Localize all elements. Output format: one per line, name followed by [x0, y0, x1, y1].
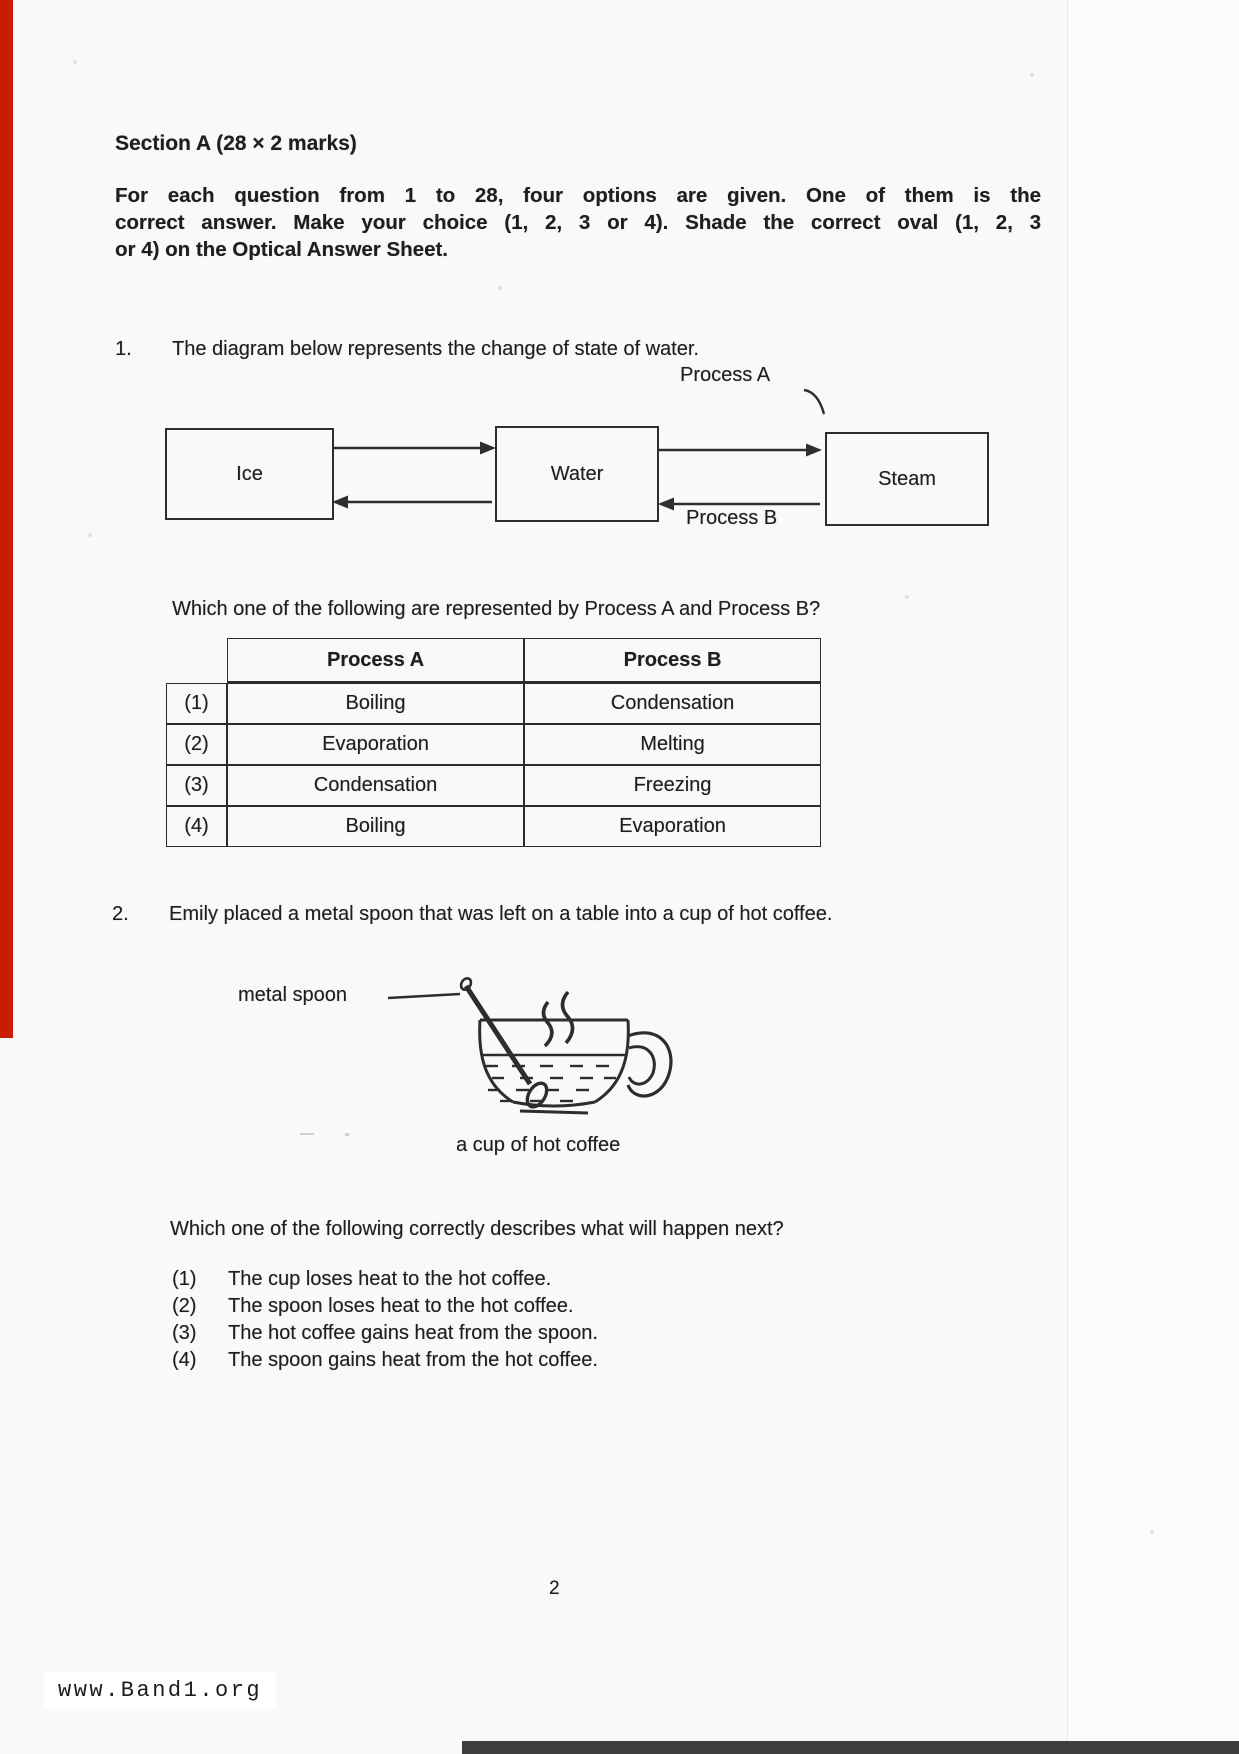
- scan-smudge: [345, 1133, 349, 1136]
- site-watermark: www.Band1.org: [44, 1672, 276, 1709]
- table-row-4-a: Boiling: [227, 806, 524, 847]
- metal-spoon-label: metal spoon: [238, 984, 347, 1006]
- cup-right-side: [595, 1020, 628, 1102]
- diagram-box-ice-label: Ice: [236, 462, 263, 485]
- process-a-label: Process A: [680, 364, 771, 386]
- cup-bottom: [513, 1102, 595, 1106]
- scan-speck: [88, 533, 92, 537]
- instructions-line-2: correct answer. Make your choice (1, 2, 3 or 4). Shade the correct oval (1, 2, 3: [115, 211, 1041, 234]
- cup-handle-outer: [628, 1033, 671, 1096]
- table-corner-cell: [166, 638, 227, 683]
- question-1: [115, 338, 699, 361]
- option-2-text: The spoon loses heat to the hot coffee.: [228, 1295, 574, 1317]
- table-row-1-a: Boiling: [227, 683, 524, 724]
- question-2-text: Emily placed a metal spoon that was left on a table into a cup of hot coffee.: [169, 903, 833, 925]
- steam-icon: [563, 992, 573, 1043]
- scan-speck: [905, 595, 909, 599]
- scan-smudge: [300, 1133, 314, 1135]
- question-1-subquestion: Which one of the following are represented by Process A and Process B?: [172, 598, 821, 620]
- option-1-number: (1): [172, 1268, 197, 1290]
- diagram-box-water-label: Water: [550, 462, 604, 485]
- diagram-box-steam: [825, 432, 989, 526]
- table-row-4-b: Evaporation: [524, 806, 821, 847]
- option-4: [172, 1349, 598, 1372]
- scan-red-strip: [0, 0, 13, 1038]
- page-number: 2: [549, 1578, 560, 1599]
- question-2-subquestion: Which one of the following correctly describes what will happen next?: [170, 1218, 784, 1240]
- table-row-4-num: (4): [166, 806, 227, 847]
- table-row-1-b: Condensation: [524, 683, 821, 724]
- cup-caption: a cup of hot coffee: [456, 1134, 621, 1156]
- diagram-box-ice: [165, 428, 334, 520]
- process-a-pointer-curve: [804, 390, 824, 414]
- scan-speck: [1150, 1530, 1154, 1534]
- arrowhead-ice-to-water: [480, 442, 496, 455]
- spoon-handle: [466, 986, 530, 1084]
- scan-speck: [1030, 73, 1034, 77]
- steam-icon: [544, 1002, 552, 1046]
- table-row-3-num: (3): [166, 765, 227, 806]
- table-row-2-a: Evaporation: [227, 724, 524, 765]
- option-3-text: The hot coffee gains heat from the spoon.: [228, 1322, 598, 1344]
- option-1-text: The cup loses heat to the hot coffee.: [228, 1268, 552, 1290]
- option-2: [172, 1295, 573, 1318]
- question-2: [112, 903, 832, 926]
- table-row-3-a: Condensation: [227, 765, 524, 806]
- instructions-line-3: or 4) on the Optical Answer Sheet.: [115, 238, 448, 261]
- scan-right-edge: [1067, 0, 1239, 1754]
- cup-base: [520, 1111, 588, 1113]
- cup-handle-inner: [629, 1047, 654, 1084]
- option-2-number: (2): [172, 1295, 197, 1317]
- option-3: [172, 1322, 598, 1345]
- diagram-box-steam-label: Steam: [878, 467, 936, 490]
- table-header-process-a: Process A: [227, 638, 524, 683]
- arrowhead-water-to-steam: [806, 444, 822, 457]
- instructions-line-1: For each question from 1 to 28, four options are given. One of them is the: [115, 184, 1041, 207]
- leader-line: [388, 994, 460, 998]
- table-row-2-b: Melting: [524, 724, 821, 765]
- process-b-label: Process B: [686, 507, 778, 529]
- table-row-3-b: Freezing: [524, 765, 821, 806]
- table-row-1-num: (1): [166, 683, 227, 724]
- scan-speck: [498, 286, 502, 290]
- option-3-number: (3): [172, 1322, 197, 1344]
- option-4-text: The spoon gains heat from the hot coffee.: [228, 1349, 598, 1371]
- arrowhead-water-to-ice: [332, 496, 348, 509]
- instructions: [115, 182, 1041, 263]
- question-2-number: 2.: [112, 903, 129, 925]
- option-1: [172, 1268, 551, 1291]
- question-1-text: The diagram below represents the change of state of water.: [172, 338, 699, 360]
- scan-bottom-bar: [462, 1741, 1239, 1754]
- table-header-process-b: Process B: [524, 638, 821, 683]
- process-options-table: [166, 638, 821, 847]
- coffee-cup-illustration: [380, 958, 700, 1163]
- diagram-box-water: [495, 426, 659, 522]
- scan-speck: [73, 60, 77, 64]
- table-row-2-num: (2): [166, 724, 227, 765]
- arrowhead-steam-to-water: [658, 498, 674, 511]
- question-1-number: 1.: [115, 338, 132, 360]
- section-title: Section A (28 × 2 marks): [115, 132, 357, 155]
- option-4-number: (4): [172, 1349, 197, 1371]
